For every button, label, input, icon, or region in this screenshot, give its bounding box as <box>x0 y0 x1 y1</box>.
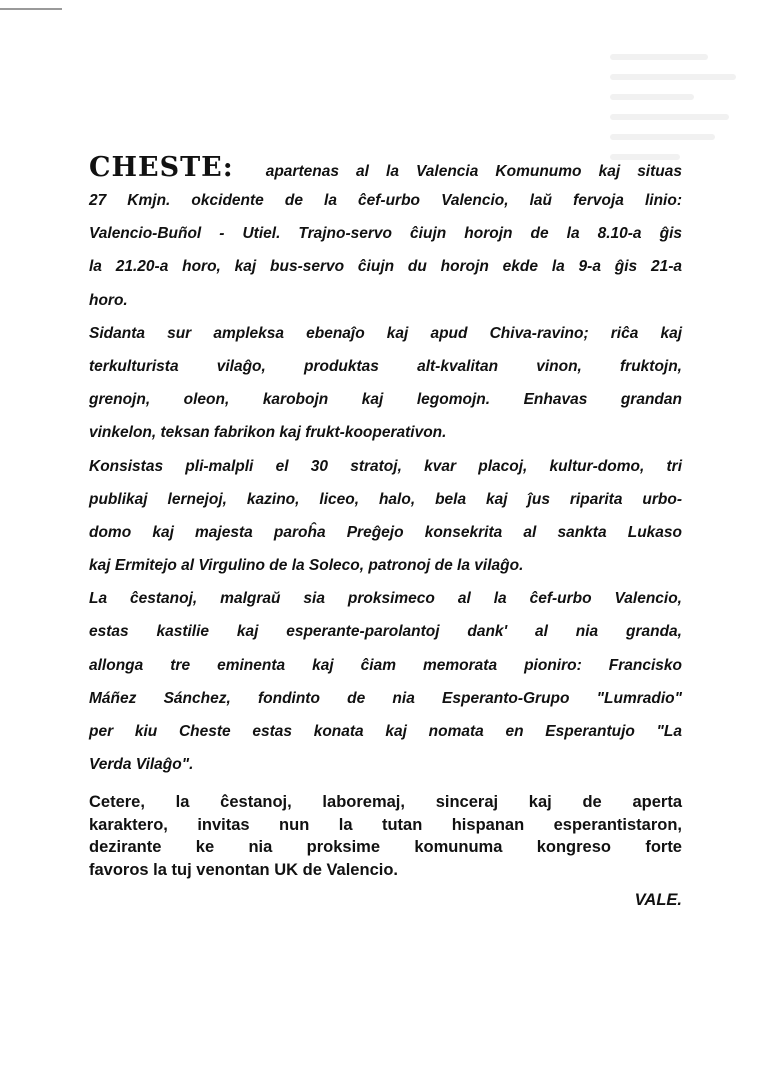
text-line: horo. <box>89 291 128 309</box>
text-line: apartenas al la Valencia Komunumo kaj situas <box>265 163 682 180</box>
text-line: per kiu Cheste estas konata kaj nomata en Esperantujo "La <box>89 723 682 740</box>
text-line: publikaj lernejoj, kazino, liceo, halo, bela kaj ĵus riparita urbo- <box>89 490 682 508</box>
text-line: Valencio-Buñol - Utiel. Trajno-servo ĉiujn horojn de la 8.10-a ĝis <box>89 225 682 243</box>
text-line: la 21.20-a horo, kaj bus-servo ĉiujn du horojn ekde la 9-a ĝis 21-a <box>89 258 682 276</box>
text-line: Sidanta sur ampleksa ebenaĵo kaj apud Chiva-ravino; riĉa kaj <box>89 324 682 342</box>
document-page <box>89 152 682 910</box>
text-line: allonga tre eminenta kaj ĉiam memorata pioniro: Francisko <box>89 656 682 674</box>
text-line: grenojn, oleon, karobojn kaj legomojn. Enhavas grandan <box>89 391 682 409</box>
text-line: La ĉestanoj, malgraŭ sia proksimeco al la ĉef-urbo Valencio, <box>89 590 682 608</box>
scan-edge-mark <box>0 8 62 10</box>
closing-line: favoros la tuj venontan UK de Valencio. <box>89 860 398 879</box>
closing-line: Cetere, la ĉestanoj, laboremaj, sinceraj kaj de aperta <box>89 793 682 812</box>
text-line: estas kastilie kaj esperante-parolantoj dank' al nia granda, <box>89 623 682 641</box>
title-line <box>89 152 682 183</box>
document-title: CHESTE: <box>89 152 234 183</box>
signoff: VALE. <box>634 891 682 910</box>
text-line: terkulturista vilaĝo, produktas alt-kvalitan vinon, fruktojn, <box>89 357 682 375</box>
closing-line: dezirante ke nia proksime komunuma kongreso forte <box>89 838 682 857</box>
closing-line: karaktero, invitas nun la tutan hispanan esperantistaron, <box>89 815 682 834</box>
text-line: Verda Vilaĝo". <box>89 756 194 774</box>
text-line: Konsistas pli-malpli el 30 stratoj, kvar placoj, kultur-domo, tri <box>89 457 682 475</box>
text-line: kaj Ermitejo al Virgulino de la Soleco, patronoj de la vilaĝo. <box>89 557 524 575</box>
text-line: Máñez Sánchez, fondinto de nia Esperanto-Grupo "Lumradio" <box>89 689 682 707</box>
text-line: 27 Kmjn. okcidente de la ĉef-urbo Valencio, laŭ fervoja linio: <box>89 192 682 209</box>
text-line: vinkelon, teksan fabrikon kaj frukt-kooperativon. <box>89 424 447 442</box>
text-line: domo kaj majesta paroĥa Preĝejo konsekrita al sankta Lukaso <box>89 523 682 541</box>
